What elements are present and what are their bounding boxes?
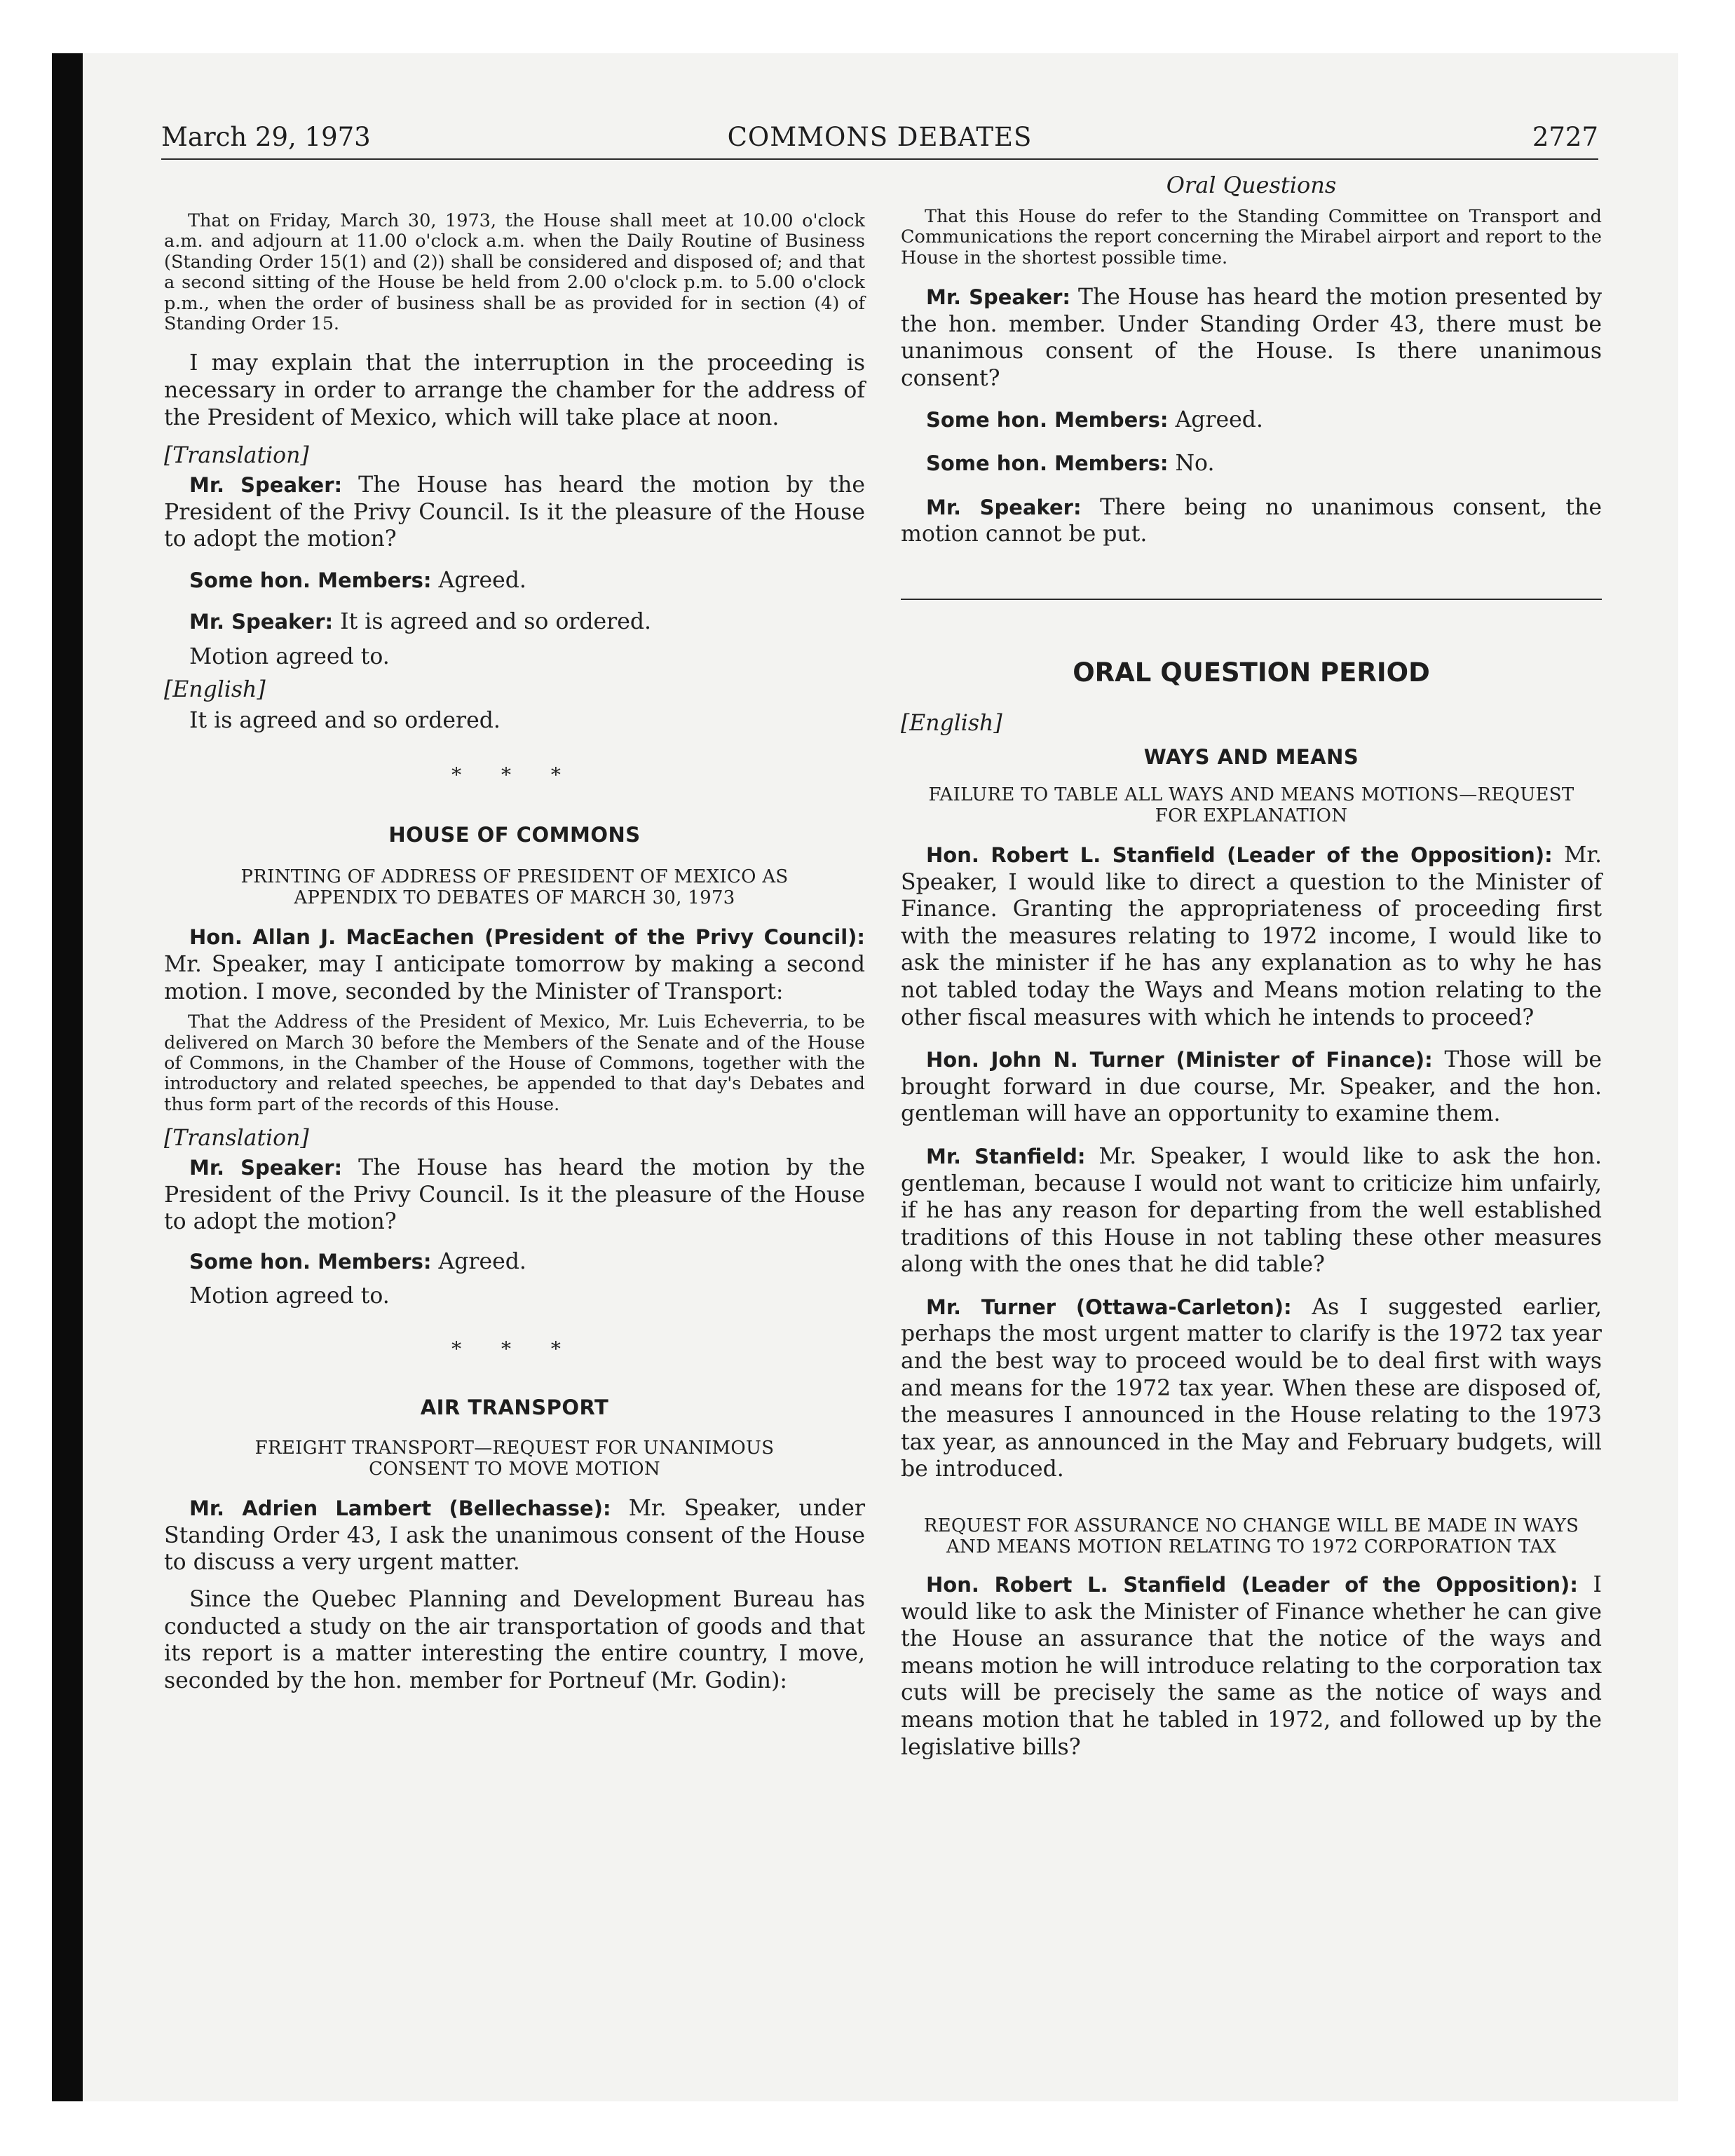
left-column (164, 172, 865, 1694)
speaker-name: Mr. Speaker: (189, 609, 334, 634)
page-number: 2727 (1532, 122, 1598, 152)
speaker-paragraph (901, 494, 1602, 548)
lambert-paragraph (164, 1495, 865, 1576)
speaker-name: Mr. Speaker: (926, 285, 1071, 310)
section-heading-house: HOUSE OF COMMONS (388, 823, 641, 847)
speaker-text: The House has heard the motion by the President of the Privy Council. Is it the pleasure of the House to adopt the motion? (164, 472, 865, 552)
members-name: Some hon. Members: (189, 1249, 432, 1274)
speaker-name: Hon. Allan J. MacEachen (President of the Privy Council): (189, 925, 865, 950)
subheading-freight: FREIGHT TRANSPORT—REQUEST FOR UNANIMOUS CONSENT TO MOVE MOTION (254, 1438, 775, 1480)
section-rule (901, 599, 1602, 600)
speaker-name: Mr. Turner (Ottawa-Carleton): (926, 1295, 1292, 1319)
speaker-paragraph (164, 1154, 865, 1236)
speaker-text: I would like to ask the Minister of Finance whether he can give the House an assurance that the notice of the ways and means motion he will introduce relating to the corporation tax cuts will be precisely the same as the notice of ways and means motion that he tabled in 1972, and followed up by the legislative bills? (901, 1572, 1602, 1760)
speaker-text: There being no unanimous consent, the motion cannot be put. (901, 494, 1602, 547)
speaker-name: Mr. Adrien Lambert (Bellechasse): (189, 1496, 611, 1521)
speaker-name: Hon. Robert L. Stanfield (Leader of the Opposition): (926, 1573, 1578, 1597)
header-title: COMMONS DEBATES (727, 122, 1033, 152)
subheading-printing: PRINTING OF ADDRESS OF PRESIDENT OF MEXICO AS APPENDIX TO DEBATES OF MARCH 30, 1973 (240, 866, 789, 909)
english-tag: [English] (901, 710, 1002, 736)
speaker-text: It is agreed and so ordered. (340, 608, 652, 634)
speaker-text: The House has heard the motion presented by the hon. member. Under Standing Order 43, there must be unanimous consent of the House. Is there unanimous consent? (901, 285, 1602, 391)
scan-edge-shadow (52, 53, 83, 2101)
members-text: Agreed. (438, 568, 526, 593)
turner-paragraph (901, 1294, 1602, 1483)
stanfield-paragraph (901, 842, 1602, 1031)
section-heading-air: AIR TRANSPORT (420, 1396, 609, 1420)
members-name: Some hon. Members: (926, 407, 1169, 432)
speaker-name: Mr. Speaker: (926, 495, 1082, 519)
speaker-text: Those will be brought forward in due course, Mr. Speaker, and the hon. gentleman will have an opportunity to examine them. (901, 1047, 1602, 1127)
speaker-name: Mr. Speaker: (189, 1156, 343, 1180)
turner-paragraph (901, 1046, 1602, 1128)
subheading-failure: FAILURE TO TABLE ALL WAYS AND MEANS MOTIONS—REQUEST FOR EXPLANATION (928, 784, 1574, 826)
right-column (901, 172, 1602, 1761)
speaker-paragraph (164, 608, 865, 636)
agreed-ordered: It is agreed and so ordered. (189, 707, 501, 733)
header-date: March 29, 1973 (161, 122, 371, 152)
members-text: Agreed. (1175, 407, 1263, 432)
members-paragraph (901, 407, 1602, 434)
members-name: Some hon. Members: (189, 568, 432, 592)
motion-text: That on Friday, March 30, 1973, the House shall meet at 10.00 o'clock a.m. and adjourn at 11.00 o'clock a.m. when the Daily Routine of Business (Standing Order 15(1) and (2)) shall be considered and disposed of; and that a second sitting of the House be held from 2.00 o'clock p.m. to 5.00 o'clock p.m., when the order of business shall be as provided for in section (4) of Standing Order 15. (164, 210, 865, 335)
speaker-text: Mr. Speaker, I would like to direct a question to the Minister of Finance. Granting the appropriateness of proceeding first with the measures relating to 1972 income, I would like to ask the minister if he has any explanation as to why he has not tabled today the Ways and Means motion relating to the other fiscal measures with which he intends to proceed? (901, 842, 1602, 1030)
running-head: Oral Questions (1166, 172, 1337, 198)
translation-tag: [Translation] (164, 443, 309, 469)
members-paragraph (164, 1248, 865, 1276)
speaker-text: The House has heard the motion by the President of the Privy Council. Is it the pleasure of the House to adopt the motion? (164, 1155, 865, 1235)
speaker-name: Mr. Stanfield: (926, 1144, 1086, 1168)
section-heading-ways: WAYS AND MEANS (1143, 744, 1359, 769)
english-tag: [English] (164, 676, 266, 702)
section-separator: * * * (451, 763, 578, 787)
speaker-text: Mr. Speaker, may I anticipate tomorrow by making a second motion. I move, seconded by the Minister of Transport: (164, 951, 865, 1004)
section-separator: * * * (451, 1337, 578, 1361)
translation-tag: [Translation] (164, 1126, 309, 1152)
stanfield-paragraph (901, 1143, 1602, 1278)
speaker-text: As I suggested earlier, perhaps the most urgent matter to clarify is the 1972 tax year and the best way to proceed would be to deal first with ways and means for the 1972 tax year. When these are disposed of, the measures I announced in the House relating to the 1973 tax year, as announced in the May and February budgets, will be introduced. (901, 1294, 1602, 1482)
members-paragraph (901, 450, 1602, 477)
oral-question-period-heading: ORAL QUESTION PERIOD (1073, 657, 1430, 688)
members-paragraph (164, 567, 865, 594)
members-text: No. (1175, 451, 1215, 477)
address-motion: That the Address of the President of Mexico, Mr. Luis Echeverria, to be delivered on March 30 before the Members of the Senate and of the House of Commons, in the Chamber of the House of Commons, together with the introductory and related speeches, be appended to that day's Debates and thus form part of the records of this House. (164, 1011, 865, 1115)
explain-paragraph: I may explain that the interruption in the proceeding is necessary in order to arrange the chamber for the address of the President of Mexico, which will take place at noon. (164, 350, 865, 430)
speaker-name: Hon. John N. Turner (Minister of Finance): (926, 1048, 1433, 1072)
speaker-name: Hon. Robert L. Stanfield (Leader of the Opposition): (926, 842, 1553, 867)
page-header (161, 119, 1598, 160)
quebec-paragraph: Since the Quebec Planning and Development Bureau has conducted a study on the air transportation of goods and that its report is a matter interesting the entire country, I move, seconded by the hon. member for Portneuf (Mr. Godin): (164, 1586, 865, 1693)
subheading-assurance: REQUEST FOR ASSURANCE NO CHANGE WILL BE MADE IN WAYS AND MEANS MOTION RELATING TO 1972 CORPORATION TAX (923, 1515, 1579, 1558)
speaker-text: Mr. Speaker, under Standing Order 43, I ask the unanimous consent of the House to discuss a very urgent matter. (164, 1496, 865, 1576)
members-text: Agreed. (438, 1248, 526, 1274)
speaker-paragraph (901, 284, 1602, 392)
members-name: Some hon. Members: (926, 451, 1169, 476)
maceachen-paragraph (164, 924, 865, 1005)
speaker-name: Mr. Speaker: (189, 473, 343, 498)
speaker-text: Mr. Speaker, I would like to ask the hon. gentleman, because I would not want to criticize him unfairly, if he has any reason for departing from the well established traditions of this House in not tabling these other measures along with the ones that he did table? (901, 1143, 1602, 1278)
motion-agreed: Motion agreed to. (189, 644, 390, 670)
mirabel-motion: That this House do refer to the Standing Committee on Transport and Communications the report concerning the Mirabel airport and report to the House in the shortest possible time. (901, 206, 1602, 268)
stanfield-paragraph (901, 1571, 1602, 1761)
speaker-paragraph (164, 472, 865, 553)
motion-agreed: Motion agreed to. (189, 1283, 390, 1309)
